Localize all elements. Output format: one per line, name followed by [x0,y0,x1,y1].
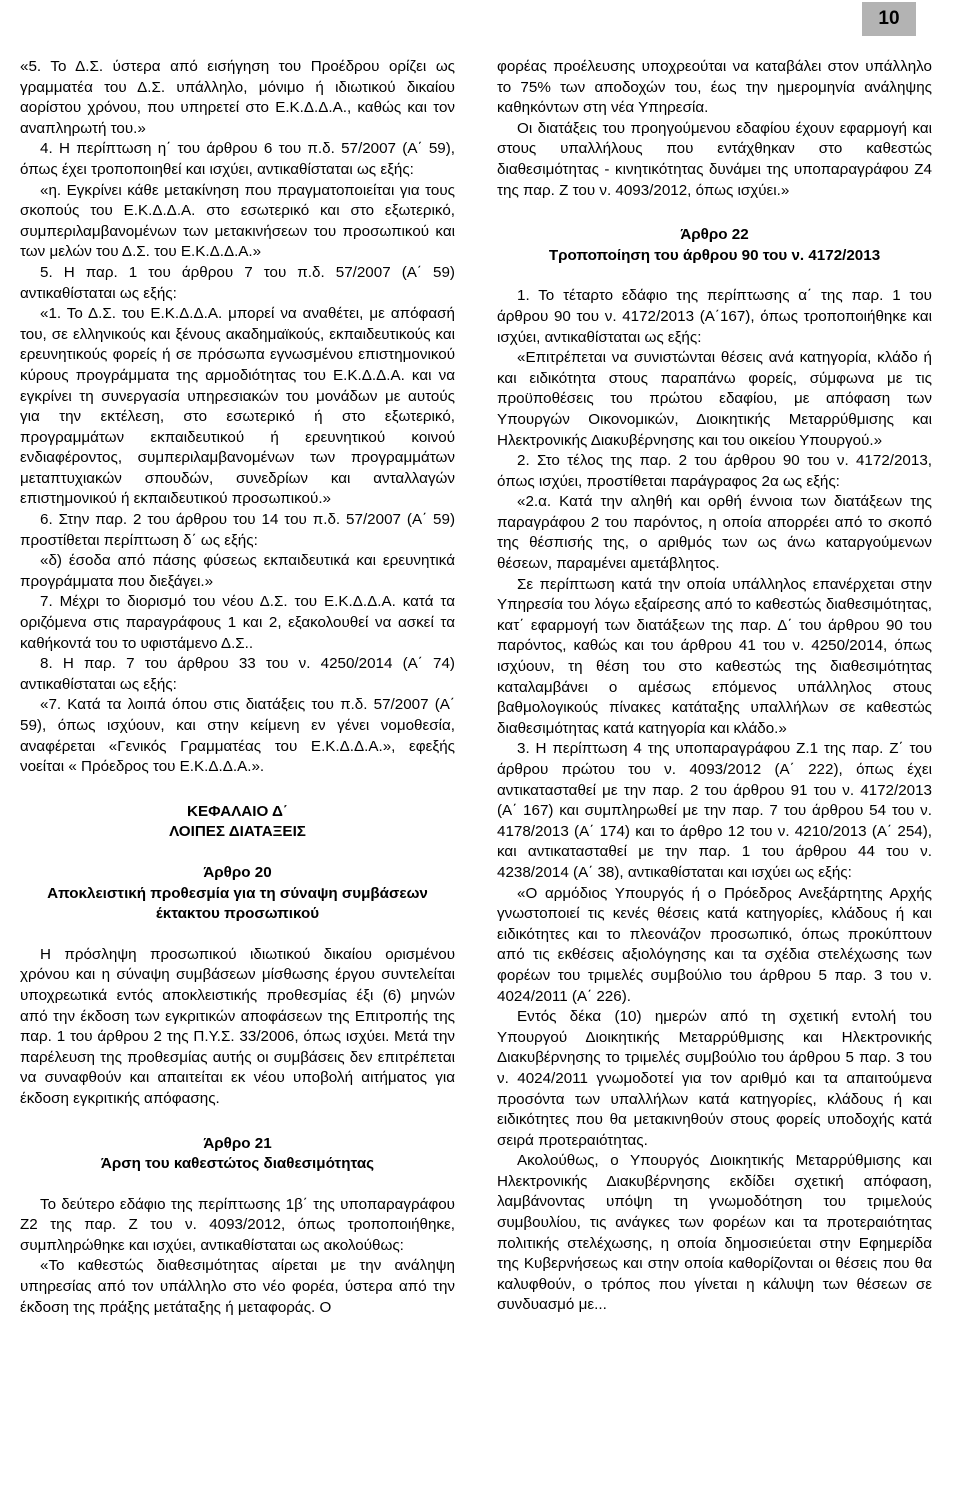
section-heading: Αποκλειστική προθεσμία για τη σύναψη συμβάσεων έκτακτου προσωπικού [47,884,428,923]
section-heading: ΛΟΙΠΕΣ ΔΙΑΤΑΞΕΙΣ [169,823,306,841]
section-gap [20,1175,455,1195]
body-paragraph: φορέας προέλευσης υποχρεούται να καταβάλει στον υπάλληλο το 75% των αποδοχών του, έως την ημερομηνία ανάληψης καθηκόντων στη νέα Υπηρεσία. [497,58,932,117]
body-paragraph: Οι διατάξεις του προηγούμενου εδαφίου έχουν εφαρμογή και στους υπαλλήλους που εντάχθηκαν στο καθεστώς διαθεσιμότητας - κινητικότητας δυνάμει της υποπαραγράφου Ζ4 της παρ. Ζ του ν. 4093/2012, όπως ισχύει.» [497,119,932,199]
body-paragraph: 6. Στην παρ. 2 του άρθρου του 14 του π.δ. 57/2007 (Α΄ 59) προστίθεται περίπτωση δ΄ ως εξής: [20,511,455,549]
section-gap [20,1110,455,1134]
section-gap [20,778,455,802]
body-paragraph: 7. Μέχρι το διορισμό του νέου Δ.Σ. του Ε.Κ.Δ.Δ.Α. κατά τα οριζόμενα στις παραγράφους 1 και 2, εξακολουθεί να ασκεί τα καθήκοντά του το υφιστάμενο Δ.Σ.. [20,593,455,652]
section-gap [20,843,455,863]
body-paragraph: «Ο αρμόδιος Υπουργός ή ο Πρόεδρος Ανεξάρτητης Αρχής γνωστοποιεί τις κενές θέσεις κατά κατηγορίες, κλάδους ή και ειδικότητες και το πλεονάζον προσωπικό, όπως προκύπτουν από τις εκθέσεις αξιολόγησης και τα σχέδια στελέχωσης των φορέων του τριμελές συμβούλιο του άρθρου 5 παρ. 3 του ν. 4024/2011 (Α΄ 226). [497,884,932,1005]
body-paragraph: «Επιτρέπεται να συνιστώνται θέσεις ανά κατηγορία, κλάδο ή και ειδικότητα στους παραπάνω φορείς, σύμφωνα με τις προϋποθέσεις του πρώτου εδαφίου, με απόφαση των Υπουργών Οικονομικών, Διοικητικής Μεταρρύθμισης και Ηλεκτρονικής Διακυβέρνησης και του οικείου Υπουργού.» [497,349,932,449]
section-gap [20,925,455,945]
body-paragraph: 1. Το τέταρτο εδάφιο της περίπτωσης α΄ της παρ. 1 του άρθρου 90 του ν. 4172/2013 (Α΄167), όπως τροποποιήθηκε και ισχύει, αντικαθίσταται ως εξής: [497,287,932,346]
body-paragraph: Εντός δέκα (10) ημερών από τη σχετική εντολή του Υπουργού Διοικητικής Μεταρρύθμισης και Ηλεκτρονικής Διακυβέρνησης το τριμελές συμβούλιο του άρθρου 5 παρ. 3 του ν. 4024/2011 γνωμοδοτεί για τον αριθμό και τα απαιτούμενα προσόντα των υπαλλήλων κατά κατηγορίες, κλάδους ή και ειδικότητες που θα μετακινηθούν στους φορείς υποδοχής κατά σειρά προτεραιότητας. [497,1008,932,1149]
section-heading: Άρθρο 21 [203,1134,272,1152]
body-paragraph: «Το καθεστώς διαθεσιμότητας αίρεται με την ανάληψη υπηρεσίας από τον υπάλληλο στο νέο φορέα, ύστερα από την έκδοση της πράξης μετάταξης ή μεταφοράς. Ο [20,1257,455,1316]
body-paragraph: «5. Το Δ.Σ. ύστερα από εισήγηση του Προέδρου ορίζει ως γραμματέα του Δ.Σ. υπάλληλο, μόνιμο ή ιδιωτικού δικαίου αορίστου χρόνου, που υπηρετεί στο Ε.Κ.Δ.Δ.Α., καθώς και τον αναπληρωτή του.» [20,58,455,137]
body-paragraph: 8. Η παρ. 7 του άρθρου 33 του ν. 4250/2014 (Α΄ 74) αντικαθίσταται ως εξής: [20,655,455,693]
body-paragraph: Σε περίπτωση κατά την οποία υπάλληλος επανέρχεται στην Υπηρεσία του λόγω εξαίρεσης από το καθεστώς διαθεσιμότητας, κατ΄ εφαρμογή των διατάξεων της παρ. Δ΄ του άρθρου 90 του παρόντος, καθώς και του άρθρου 41 του ν. 4250/2014, όπως ισχύουν, τη θέση του στο καθεστώς της διαθεσιμότητας καταλαμβάνει ο αμέσως επόμενος υπάλληλος στους βαθμολογικούς πίνακες κατάταξης υπαλλήλων σε καθεστώς διαθεσιμότητας κατά κατηγορία και κλάδο.» [497,575,932,737]
body-paragraph: «δ) έσοδα από πάσης φύσεως εκπαιδευτικά και ερευνητικά προγράμματα που διεξάγει.» [20,552,455,590]
page-number: 10 [862,2,916,36]
section-heading: Άρθρο 20 [203,863,272,881]
body-paragraph: «η. Εγκρίνει κάθε μετακίνηση που πραγματοποιείται για τους σκοπούς του Ε.Κ.Δ.Δ.Α. στο εσωτερικό και στο εξωτερικό, συμπεριλαμβανομένων των μετακινήσεων του προσωπικού και των μελών του Δ.Σ. του Ε.Κ.Δ.Δ.Α.» [20,181,455,261]
section-gap [497,266,932,286]
body-paragraph: «2.α. Κατά την αληθή και ορθή έννοια των διατάξεων της παραγράφου 2 του παρόντος, η οποία απορρέει από το σκοπό της θέσπισής της, ο αριθμός των ως άνω καταργούμενων θέσεων, παραμένει αμετάβλητος. [497,493,932,573]
section-heading: Τροποποίηση του άρθρου 90 του ν. 4172/2013 [548,246,881,264]
right-column [497,57,932,1316]
body-paragraph: 4. Η περίπτωση η΄ του άρθρου 6 του π.δ. 57/2007 (Α΄ 59), όπως έχει τροποποιηθεί και ισχύει, αντικαθίσταται ως εξής: [20,140,455,178]
body-paragraph: Η πρόσληψη προσωπικού ιδιωτικού δικαίου ορισμένου χρόνου και η σύναψη συμβάσεων μίσθωσης έργου συντελείται υποχρεωτικά εντός αποκλειστικής προθεσμίας έξι (6) μηνών από την έκδοση των εγκριτικών αποφάσεων της Επιτροπής της παρ. 1 του άρθρου 2 της Π.Υ.Σ. 33/2006, όπως ισχύει. Μετά την παρέλευση της προθεσμίας αυτής οι συμβάσεις δεν επιτρέπεται να συναφθούν και απαιτείται εκ νέου υποβολή αιτήματος για έκδοση εγκριτικής απόφασης. [20,945,455,1107]
section-heading: Άρθρο 22 [680,226,749,244]
section-heading: Άρση του καθεστώτος διαθεσιμότητας [100,1155,375,1173]
left-column [20,57,455,1318]
body-paragraph: 3. Η περίπτωση 4 της υποπαραγράφου Ζ.1 της παρ. Ζ΄ του άρθρου πρώτου του ν. 4093/2012 (Α΄ 222), όπως έχει αντικατασταθεί με την παρ. 2 του άρθρου 91 του ν. 4172/2013 (Α΄ 167) και συμπληρωθεί με την παρ. 7 του άρθρου 54 του ν. 4178/2013 (Α΄ 174) και το άρθρο 12 του ν. 4210/2013 (Α΄ 254), και αντικατασταθεί με την παρ. 1 του άρθρου 44 του ν. 4238/2014 (Α΄ 38), αντικαθίσταται και ισχύει ως εξής: [497,740,932,881]
body-paragraph: 5. Η παρ. 1 του άρθρου 7 του π.δ. 57/2007 (Α΄ 59) αντικαθίσταται ως εξής: [20,263,455,302]
section-gap [497,201,932,225]
body-paragraph: 2. Στο τέλος της παρ. 2 του άρθρου 90 του ν. 4172/2013, όπως ισχύει, προστίθεται παράγραφος 2α ως εξής: [497,452,932,490]
body-paragraph: «1. Το Δ.Σ. του Ε.Κ.Δ.Δ.Α. μπορεί να αναθέτει, με απόφασή του, σε ελληνικούς και ξένους ακαδημαϊκούς, εκπαιδευτικούς και ερευνητικούς φορείς ή σε πρόσωπα εγνωσμένου επιστημονικού κύρους προγράμματα της αρμοδιότητας του Ε.Κ.Δ.Δ.Α. και να εγκρίνει τη συνεργασία υπηρεσιακών του μονάδων με αυτούς για την εκτέλεση, στο εσωτερικό ή στο εξωτερικό, προγραμμάτων εκπαιδευτικού ή ερευνητικού κοινού ενδιαφέροντος, συμπεριλαμβανομένων των προγραμμάτων μεταπτυχιακών σπουδών, συνεδρίων και ανταλλαγών επιστημονικού ή εκπαιδευτικού προσωπικού.» [20,305,455,508]
body-paragraph: Ακολούθως, ο Υπουργός Διοικητικής Μεταρρύθμισης και Ηλεκτρονικής Διακυβέρνησης εκδίδει σχετική απόφαση, λαμβάνοντας υπόψη τη γνωμοδότηση του τριμελούς συμβουλίου, τις ανάγκες των φορέων και τα προτεραιότητας πολιτικής στελέχωσης, η οποία δημοσιεύεται στην Εφημερίδα της Κυβερνήσεως και στην οποία καθορίζονται οι θέσεις που θα καλυφθούν, ο τρόπος που γίνεται η κάλυψη των θέσεων σε συνδυασμό με... [497,1152,932,1314]
section-heading: ΚΕΦΑΛΑΙΟ Δ΄ [187,802,288,820]
body-paragraph: Το δεύτερο εδάφιο της περίπτωσης 1β΄ της υποπαραγράφου Ζ2 της παρ. Ζ του ν. 4093/2012, όπως τροποποιήθηκε, συμπληρώθηκε και ισχύει, αντικαθίσταται ως ακολούθως: [20,1195,455,1254]
body-paragraph: «7. Κατά τα λοιπά όπου στις διατάξεις του π.δ. 57/2007 (Α΄ 59), όπως ισχύουν, και στην κείμενη εν γένει νομοθεσία, αναφέρεται «Γενικός Γραμματέας του Ε.Κ.Δ.Δ.Α.», εφεξής νοείται « Πρόεδρος του Ε.Κ.Δ.Δ.Α.». [20,696,455,776]
